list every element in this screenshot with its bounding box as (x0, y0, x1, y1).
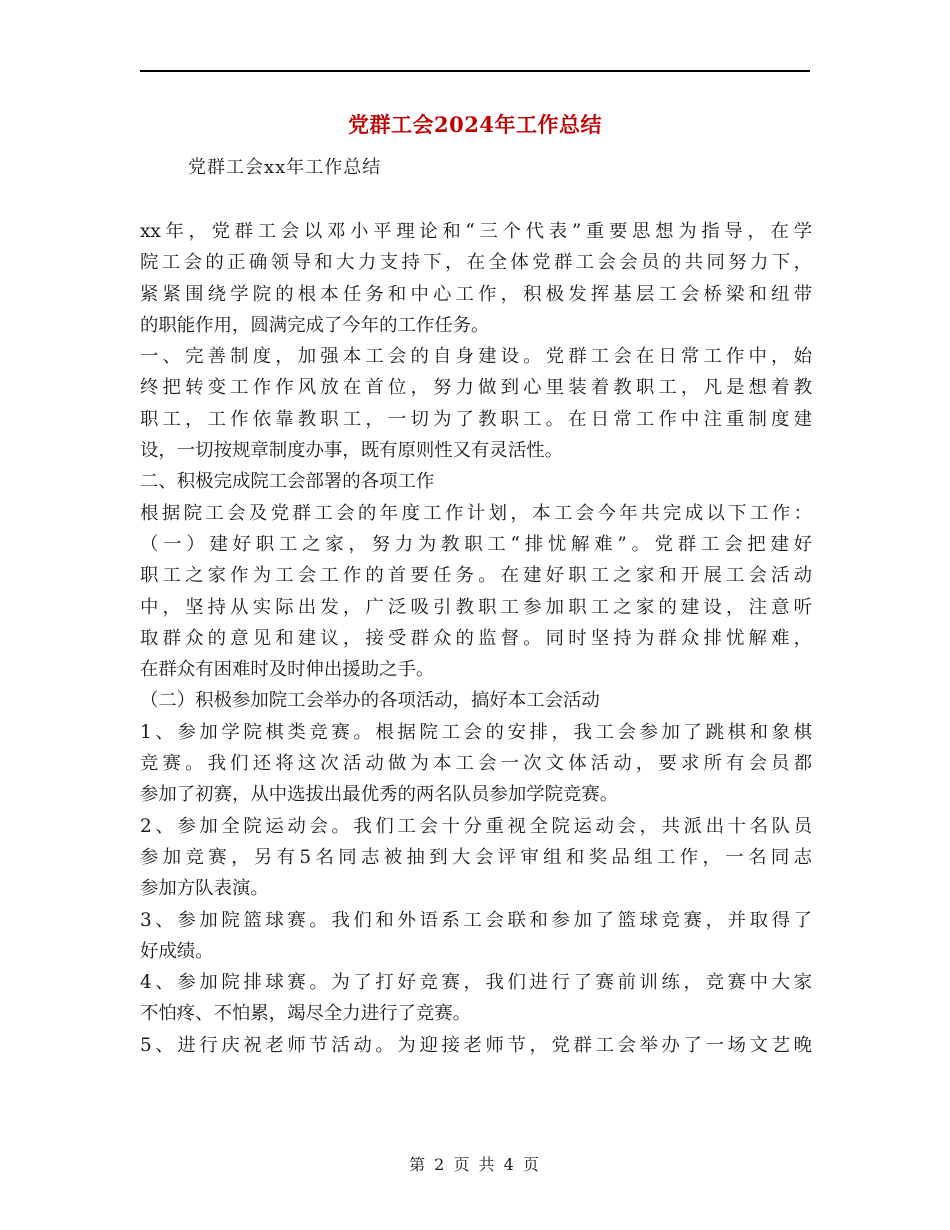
body-line: 的职能作用，圆满完成了今年的工作任务。 (140, 314, 490, 336)
body-line: 取群众的意见和建议，接受群众的监督。同时坚持为群众排忧解难， (140, 627, 812, 649)
header-rule (140, 70, 810, 72)
body-line: 3、参加院篮球赛。我们和外语系工会联和参加了篮球竞赛，并取得了 (140, 909, 812, 931)
body-line: 在群众有困难时及时伸出援助之手。 (140, 659, 435, 681)
body-line: 不怕疼、不怕累，竭尽全力进行了竞赛。 (140, 1003, 472, 1025)
body-line: 4、参加院排球赛。为了打好竞赛，我们进行了赛前训练，竞赛中大家 (140, 972, 812, 994)
body-line: 院工会的正确领导和大力支持下，在全体党群工会会员的共同努力下， (140, 252, 812, 274)
body-line: 设，一切按规章制度办事，既有原则性又有灵活性。 (140, 440, 563, 462)
body-line: 职工，工作依靠教职工，一切为了教职工。在日常工作中注重制度建 (140, 408, 812, 430)
body-line: 终把转变工作作风放在首位，努力做到心里装着教职工，凡是想着教 (140, 377, 812, 399)
body-line: 紧紧围绕学院的根本任务和中心工作，积极发挥基层工会桥梁和纽带 (140, 283, 812, 305)
body-line: 竞赛。我们还将这次活动做为本工会一次文体活动，要求所有会员都 (140, 753, 812, 775)
document-title: 党群工会2024年工作总结 (348, 112, 602, 137)
body-line: 根据院工会及党群工会的年度工作计划，本工会今年共完成以下工作： (140, 502, 812, 524)
document-body (140, 216, 812, 1061)
document-subtitle: 党群工会xx年工作总结 (188, 157, 382, 178)
subsection-heading: （二）积极参加院工会举办的各项活动，搞好本工会活动 (140, 690, 600, 712)
body-line: 1、参加学院棋类竞赛。根据院工会的安排，我工会参加了跳棋和象棋 (140, 721, 812, 743)
body-line: 5、进行庆祝老师节活动。为迎接老师节，党群工会举办了一场文艺晚 (140, 1034, 812, 1056)
body-line: 中，坚持从实际出发，广泛吸引教职工参加职工之家的建设，注意听 (140, 596, 812, 618)
section-heading: 二、积极完成院工会部署的各项工作 (140, 471, 435, 493)
body-line: 参加了初赛，从中选拔出最优秀的两名队员参加学院竞赛。 (140, 784, 619, 806)
body-line: 职工之家作为工会工作的首要任务。在建好职工之家和开展工会活动 (140, 565, 812, 587)
body-line: 一、完善制度，加强本工会的自身建设。党群工会在日常工作中，始 (140, 346, 812, 368)
body-line: xx年，党群工会以邓小平理论和“三个代表”重要思想为指导，在学 (140, 221, 812, 242)
body-line: 2、参加全院运动会。我们工会十分重视全院运动会，共派出十名队员 (140, 815, 812, 837)
body-line: 好成绩。 (140, 940, 214, 962)
body-line: 参加竞赛，另有5名同志被抽到大会评审组和奖品组工作，一名同志 (140, 846, 812, 868)
page-number-footer: 第 2 页 共 4 页 (409, 1155, 541, 1174)
body-line: （一）建好职工之家，努力为教职工“排忧解难”。党群工会把建好 (140, 533, 812, 555)
body-line: 参加方队表演。 (140, 878, 269, 900)
